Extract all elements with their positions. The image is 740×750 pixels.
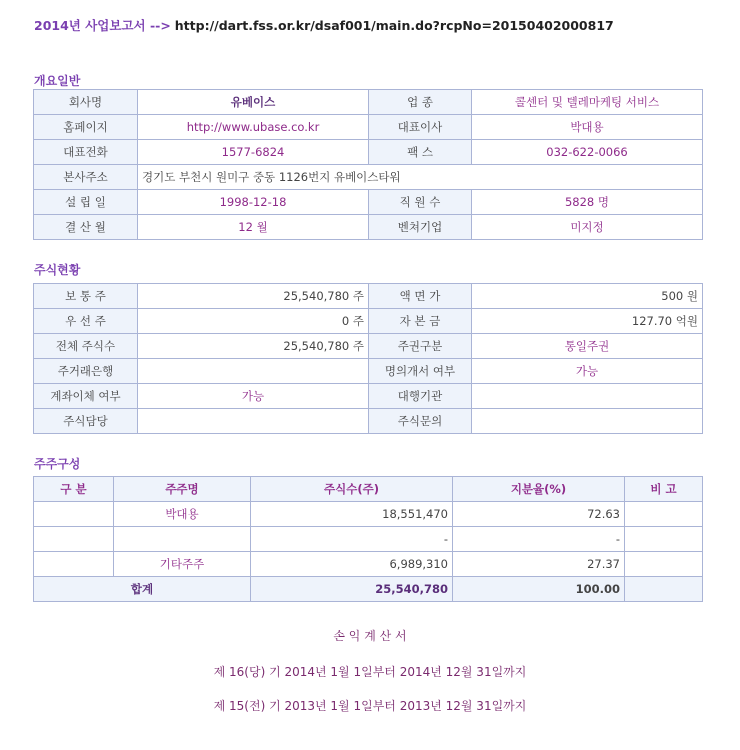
value-venture: 미지정 [472,215,703,240]
label-fiscal-month: 결 산 월 [34,215,138,240]
value-founded: 1998-12-18 [138,190,369,215]
total-share-count: 25,540,780 [251,577,453,602]
total-share-ratio: 100.00 [453,577,625,602]
table-row [34,384,703,409]
cell-share-ratio: 72.63 [453,502,625,527]
stock-table [33,283,703,434]
report-label: 2014년 사업보고서 --> [34,18,171,33]
value-common-stock: 25,540,780 주 [138,284,369,309]
label-ceo: 대표이사 [369,115,472,140]
value-industry: 콜센터 및 텔레마케팅 서비스 [472,90,703,115]
label-address: 본사주소 [34,165,138,190]
value-main-bank [138,359,369,384]
value-fax: 032-622-0066 [472,140,703,165]
value-agent [472,384,703,409]
label-stock-inquiry: 주식문의 [369,409,472,434]
value-phone: 1577-6824 [138,140,369,165]
label-employees: 직 원 수 [369,190,472,215]
table-row [34,334,703,359]
table-row [34,215,703,240]
cell-category [34,552,114,577]
table-row [34,309,703,334]
header-remarks: 비 고 [625,477,703,502]
label-common-stock: 보 통 주 [34,284,138,309]
table-row [34,115,703,140]
label-agent: 대행기관 [369,384,472,409]
value-certificate-type: 통일주권 [472,334,703,359]
label-capital: 자 본 금 [369,309,472,334]
label-phone: 대표전화 [34,140,138,165]
label-industry: 업 종 [369,90,472,115]
value-account-transfer: 가능 [138,384,369,409]
label-certificate-type: 주권구분 [369,334,472,359]
label-stock-contact: 주식담당 [34,409,138,434]
table-row [34,90,703,115]
value-homepage-link[interactable]: http://www.ubase.co.kr [138,115,369,140]
table-row [34,527,703,552]
cell-category [34,502,114,527]
table-row [34,165,703,190]
value-stock-contact [138,409,369,434]
cell-holder-name: 기타주주 [114,552,251,577]
cell-share-ratio: - [453,527,625,552]
stock-title: 주식현황 [34,263,81,277]
income-period-prior: 제 15(전) 기 2013년 1월 1일부터 2013년 12월 31일까지 [213,699,527,713]
cell-remarks [625,527,703,552]
value-par-value: 500 원 [472,284,703,309]
cell-category [34,527,114,552]
cell-remarks [625,502,703,527]
cell-share-count: - [251,527,453,552]
report-url[interactable]: http://dart.fss.or.kr/dsaf001/main.do?rcpNo=20150402000817 [174,18,614,33]
shareholders-title: 주주구성 [34,457,81,471]
value-preferred-stock: 0 주 [138,309,369,334]
label-company-name: 회사명 [34,90,138,115]
label-name-transfer: 명의개서 여부 [369,359,472,384]
value-name-transfer: 가능 [472,359,703,384]
table-row [34,190,703,215]
report-header [34,16,614,34]
header-share-count: 주식수(주) [251,477,453,502]
total-remarks [625,577,703,602]
value-stock-inquiry [472,409,703,434]
overview-title: 개요일반 [34,74,81,88]
cell-remarks [625,552,703,577]
value-address: 경기도 부천시 원미구 중동 1126번지 유베이스타워 [138,165,703,190]
cell-share-count: 18,551,470 [251,502,453,527]
income-statement-title: 손 익 계 산 서 [333,629,407,643]
value-employees: 5828 명 [472,190,703,215]
table-header-row [34,477,703,502]
table-row [34,359,703,384]
shareholders-table [33,476,703,602]
overview-table [33,89,703,240]
value-ceo: 박대용 [472,115,703,140]
label-homepage: 홈페이지 [34,115,138,140]
table-row [34,552,703,577]
label-par-value: 액 면 가 [369,284,472,309]
cell-holder-name [114,527,251,552]
label-venture: 벤쳐기업 [369,215,472,240]
table-row [34,502,703,527]
table-row [34,140,703,165]
cell-share-count: 6,989,310 [251,552,453,577]
label-main-bank: 주거래은행 [34,359,138,384]
value-company-name: 유베이스 [138,90,369,115]
label-preferred-stock: 우 선 주 [34,309,138,334]
label-account-transfer: 계좌이체 여부 [34,384,138,409]
cell-share-ratio: 27.37 [453,552,625,577]
cell-holder-name: 박대용 [114,502,251,527]
value-fiscal-month: 12 월 [138,215,369,240]
table-row [34,284,703,309]
table-row [34,409,703,434]
income-period-current: 제 16(당) 기 2014년 1월 1일부터 2014년 12월 31일까지 [213,665,527,679]
label-total-shares: 전체 주식수 [34,334,138,359]
header-category: 구 분 [34,477,114,502]
header-holder-name: 주주명 [114,477,251,502]
total-row [34,577,703,602]
label-founded: 설 립 일 [34,190,138,215]
value-capital: 127.70 억원 [472,309,703,334]
label-fax: 팩 스 [369,140,472,165]
header-share-ratio: 지분율(%) [453,477,625,502]
total-label: 합계 [34,577,251,602]
value-total-shares: 25,540,780 주 [138,334,369,359]
